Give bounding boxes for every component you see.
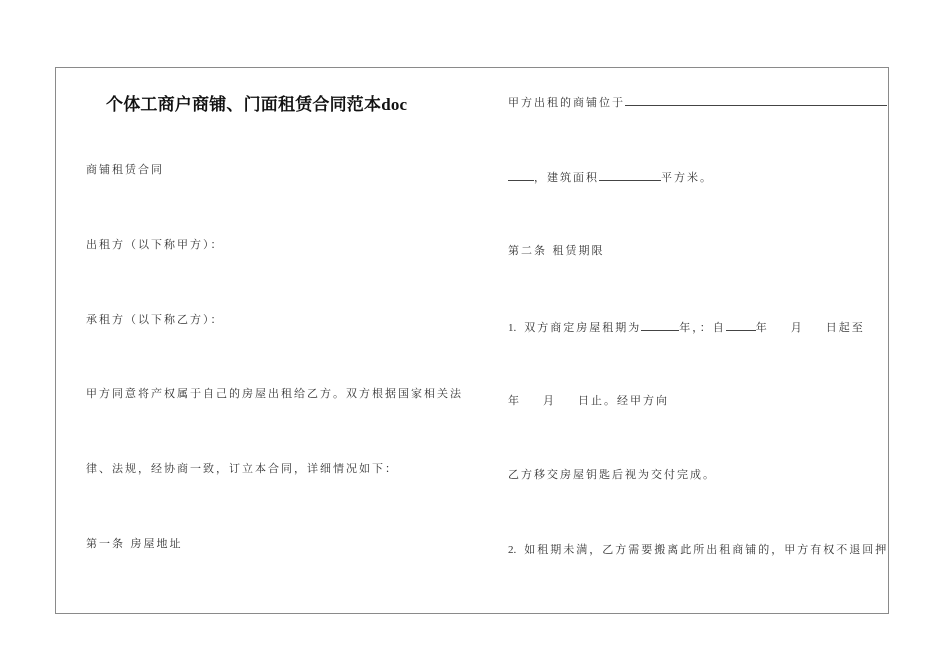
end-month-unit: 月 [543, 394, 556, 407]
agreement-paragraph-line1: 甲方同意将产权属于自己的房屋出租给乙方。双方根据国家相关法 [86, 387, 463, 400]
start-year-blank [726, 319, 756, 331]
shop-location-blank [625, 94, 887, 106]
article-one-heading: 第一条 房屋地址 [86, 537, 183, 550]
early-termination-line [508, 543, 888, 557]
lease-years-unit: 年，：自 [679, 321, 726, 334]
start-month-unit: 月 [790, 321, 804, 334]
shop-location-line [508, 94, 887, 110]
lessee-line: 承租方（以下称乙方）： [86, 313, 224, 326]
right-column [476, 68, 890, 613]
start-day-unit: 日起至 [825, 321, 865, 334]
lessor-line: 出租方（以下称甲方）： [86, 238, 224, 251]
square-meters-label: 平方米。 [661, 171, 713, 184]
lease-end-line [508, 394, 669, 408]
article-two-heading: 第二条 租赁期限 [508, 244, 605, 257]
building-area-blank [599, 169, 661, 181]
end-day-unit: 日止。经甲方向 [578, 394, 669, 407]
lease-years-blank [641, 319, 679, 331]
left-column [56, 68, 476, 613]
building-area-label: ，建筑面积 [534, 171, 599, 184]
contract-heading: 商铺租赁合同 [86, 163, 164, 176]
clause-number-1: 1. [508, 322, 517, 334]
lease-term-label: 双方商定房屋租期为 [524, 321, 642, 334]
document-page [55, 67, 889, 614]
clause-number-2: 2. [508, 544, 517, 556]
lease-term-line [508, 319, 865, 335]
end-year-unit: 年 [508, 394, 521, 407]
building-area-line [508, 169, 713, 185]
key-handover-line: 乙方移交房屋钥匙后视为交付完成。 [508, 468, 716, 481]
early-termination-text: 如租期未满，乙方需要搬离此所出租商铺的，甲方有权不退回押 [524, 543, 889, 556]
start-year-unit: 年 [755, 321, 769, 334]
location-continued-blank [508, 169, 534, 181]
document-title: 个体工商户商铺、门面租赁合同范本doc [106, 95, 408, 114]
shop-location-label: 甲方出租的商铺位于 [508, 96, 625, 109]
agreement-paragraph-line2: 律、法规，经协商一致，订立本合同，详细情况如下： [86, 462, 398, 475]
